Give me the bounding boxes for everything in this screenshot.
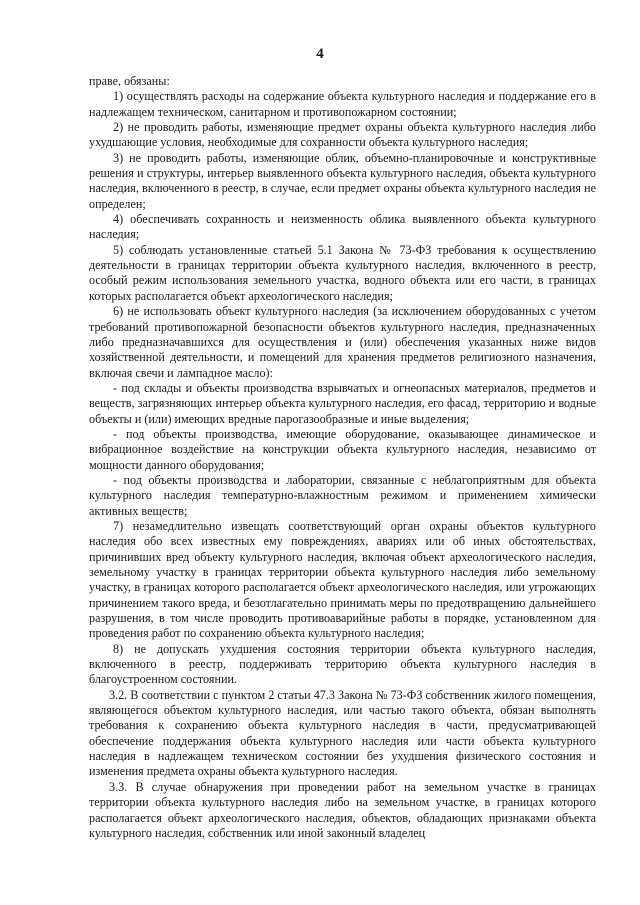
page-number: 4 bbox=[316, 46, 324, 62]
paragraph: 1) осуществлять расходы на содержание объекта культурного наследия и поддержание его в надлежащем техническом, санитарном и противопожарном состоянии; bbox=[89, 89, 596, 119]
paragraph: - под объекты производства, имеющие оборудование, оказывающее динамическое и вибрационное воздействие на конструкции объекта культурного наследия, независимо от мощности данного оборудования; bbox=[89, 426, 596, 472]
paragraph: праве, обязаны: bbox=[89, 74, 170, 88]
paragraph: - под склады и объекты производства взрывчатых и огнеопасных материалов, предметов и веществ, загрязняющих интерьер объекта культурного наследия, его фасад, территорию и водные объекты и (или) имеющих вредные парогазообразные и иные выделения; bbox=[89, 380, 596, 426]
paragraph: 8) не допускать ухудшения состояния территории объекта культурного наследия, включенного в реестр, поддерживать территорию объекта культурного наследия в благоустроенном состоянии. bbox=[89, 641, 596, 687]
paragraph: 4) обеспечивать сохранность и неизменность облика выявленного объекта культурного наследия; bbox=[89, 212, 596, 242]
paragraph: 3) не проводить работы, изменяющие облик, объемно-планировочные и конструктивные решения и структуры, интерьер выявленного объекта культурного наследия, объекта культурного наследия, включенного в реестр, в случае, если предмет охраны объекта культурного наследия не определен; bbox=[89, 150, 596, 211]
paragraph: 3.3. В случае обнаружения при проведении работ на земельном участке в границах территории объекта культурного наследия либо на земельном участке, в границах которого располагается объект археологического наследия, объектов, обладающих признаками объекта культурного наследия, собственник или иной законный владелец bbox=[89, 779, 596, 840]
paragraph: 6) не использовать объект культурного наследия (за исключением оборудованных с учетом требований противопожарной безопасности объектов культурного наследия, предназначенных либо предназначавшихся для осуществления и (или) обеспечения указанных ниже видов хозяйственной деятельности, и помещений для хранения предметов религиозного назначения, включая свечи и лампадное масло): bbox=[89, 304, 596, 380]
paragraph: 2) не проводить работы, изменяющие предмет охраны объекта культурного наследия либо ухудшающие условия, необходимые для сохранности объекта культурного наследия; bbox=[89, 120, 596, 150]
paragraph: 3.2. В соответствии с пунктом 2 статьи 47.3 Закона № 73-ФЗ собственник жилого помещения, являющегося объектом культурного наследия, или частью такого объекта, обязан выполнять требования к сохранению объекта культурного наследия в части, предусматривающей обеспечение поддержания объекта культурного наследия или части объекта культурного наследия в надлежащем техническом состоянии без ухудшения физического состояния и изменения предмета охраны объекта культурного наследия. bbox=[89, 687, 596, 779]
paragraph: 5) соблюдать установленные статьей 5.1 Закона № 73-ФЗ требования к осуществлению деятельности в границах территории объекта культурного наследия, включенного в реестр, особый режим использования земельного участка, водного объекта или его части, в границах которых располагается объект археологического наследия; bbox=[89, 242, 596, 303]
paragraph: 7) незамедлительно извещать соответствующий орган охраны объектов культурного наследия обо всех известных ему повреждениях, авариях или об иных обстоятельствах, причинивших вред объекту культурного наследия, включая объект археологического наследия, земельному участку в границах территории объекта культурного наследия либо земельному участку, в границах которого располагается объект археологического наследия, или угрожающих причинением такого вреда, и безотлагательно принимать меры по предотвращению дальнейшего разрушения, в том числе проводить противоаварийные работы в порядке, установленном для проведения работ по сохранению объекта культурного наследия; bbox=[89, 518, 596, 641]
document-body bbox=[89, 74, 596, 841]
paragraph: - под объекты производства и лаборатории, связанные с неблагоприятным для объекта культурного наследия температурно-влажностным режимом и применением химически активных веществ; bbox=[89, 472, 596, 518]
